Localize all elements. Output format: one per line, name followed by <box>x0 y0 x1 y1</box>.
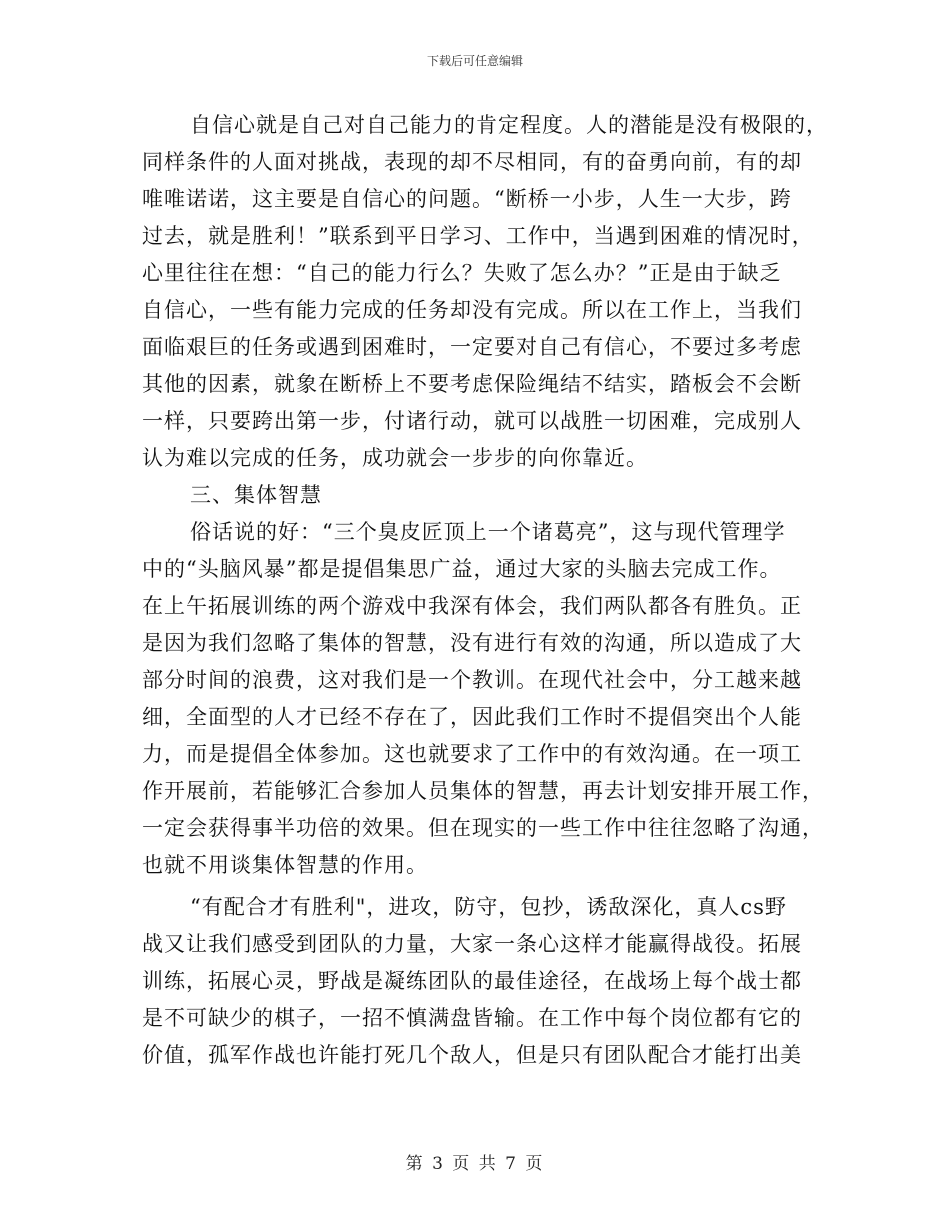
body-line: 力，而是提倡全体参加。这也就要求了工作中的有效沟通。在一项工 <box>142 742 802 766</box>
body-line: 其他的因素，就象在断桥上不要考虑保险绳结不结实，踏板会不会断 <box>142 372 802 396</box>
body-line: 俗话说的好：“三个臭皮匠顶上一个诸葛亮”，这与现代管理学 <box>190 520 786 544</box>
body-line: 中的“头脑风暴”都是提倡集思广益，通过大家的头脑去完成工作。 <box>142 557 782 581</box>
body-line: 认为难以完成的任务，成功就会一步步的向你靠近。 <box>142 446 648 470</box>
body-line: 一定会获得事半功倍的效果。但在现实的一些工作中往往忽略了沟通， <box>142 816 824 840</box>
section-heading: 三、集体智慧 <box>190 483 322 507</box>
body-line: 同样条件的人面对挑战，表现的却不尽相同，有的奋勇向前，有的却 <box>142 150 802 174</box>
page-number-footer: 第 3 页 共 7 页 <box>405 1154 545 1174</box>
body-line: 一样，只要跨出第一步，付诸行动，就可以战胜一切困难，完成别人 <box>142 409 802 433</box>
body-line: 自信心就是自己对自己能力的肯定程度。人的潜能是没有极限的， <box>190 113 828 137</box>
page-header: 下载后可任意编辑 <box>426 54 523 68</box>
body-line: 自信心，一些有能力完成的任务却没有完成。所以在工作上，当我们 <box>142 298 802 322</box>
body-line: 面临艰巨的任务或遇到困难时，一定要对自己有信心，不要过多考虑 <box>142 335 802 359</box>
body-line: 唯唯诺诺，这主要是自信心的问题。“断桥一小步，人生一大步，跨 <box>142 187 792 211</box>
body-line: “有配合才有胜利"，进攻，防守，包抄，诱敌深化，真人cs野 <box>190 895 787 919</box>
body-line: 在上午拓展训练的两个游戏中我深有体会，我们两队都各有胜负。正 <box>142 594 802 618</box>
body-line: 细，全面型的人才已经不存在了，因此我们工作时不提倡突出个人能 <box>142 705 802 729</box>
body-line: 是不可缺少的棋子，一招不慎满盘皆输。在工作中每个岗位都有它的 <box>142 1006 802 1030</box>
body-line: 也就不用谈集体智慧的作用。 <box>142 853 428 877</box>
body-line: 心里往往在想：“自己的能力行么？失败了怎么办？”正是由于缺乏 <box>142 261 782 285</box>
body-line: 部分时间的浪费，这对我们是一个教训。在现代社会中，分工越来越 <box>142 668 802 692</box>
body-line: 作开展前，若能够汇合参加人员集体的智慧，再去计划安排开展工作， <box>142 779 824 803</box>
body-line: 训练，拓展心灵，野战是凝练团队的最佳途径，在战场上每个战士都 <box>142 969 802 993</box>
body-line: 价值，孤军作战也许能打死几个敌人，但是只有团队配合才能打出美 <box>142 1043 802 1067</box>
body-line: 战又让我们感受到团队的力量，大家一条心这样才能赢得战役。拓展 <box>142 932 802 956</box>
body-line: 过去，就是胜利！”联系到平日学习、工作中，当遇到困难的情况时， <box>142 224 814 248</box>
body-line: 是因为我们忽略了集体的智慧，没有进行有效的沟通，所以造成了大 <box>142 631 802 655</box>
